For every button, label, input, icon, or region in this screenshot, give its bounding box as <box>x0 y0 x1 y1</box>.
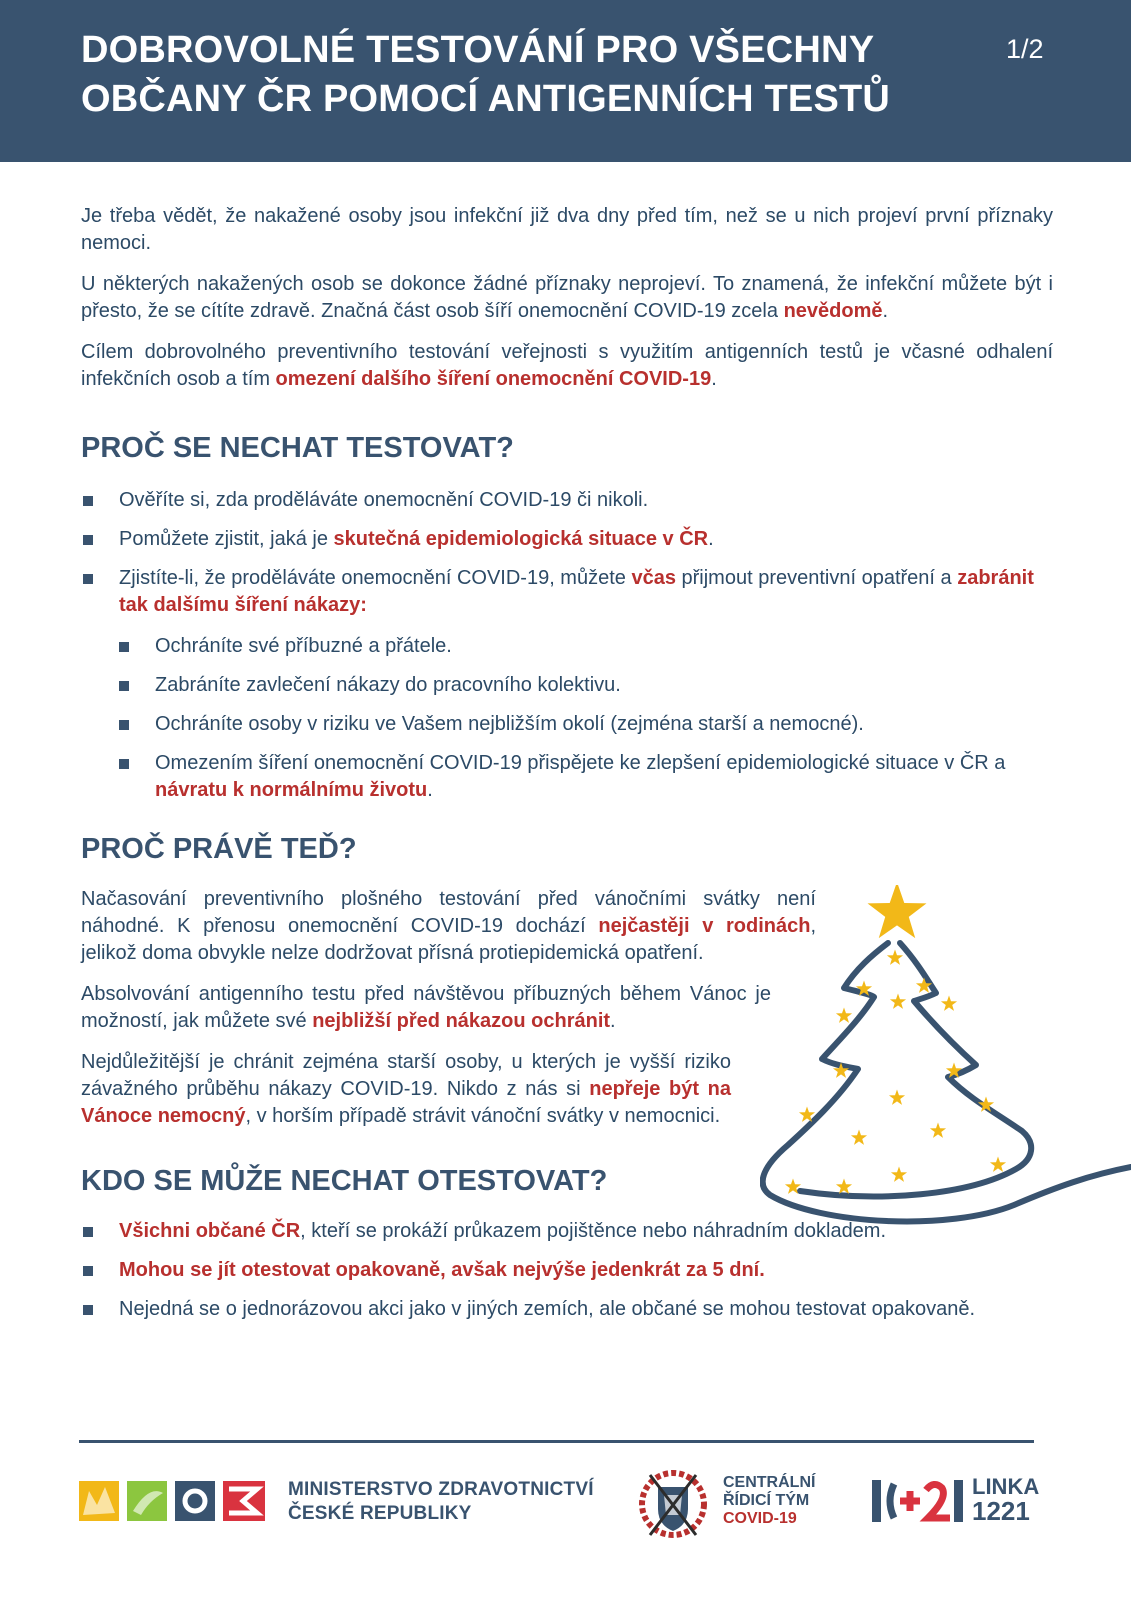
list-item: Ochráníte osoby v riziku ve Vašem nejbližším okolí (zejména starší a nemocné). <box>117 711 1053 738</box>
now-text-column <box>81 886 816 1130</box>
bullet-square-icon <box>83 1305 93 1315</box>
now-paragraph-2: Absolvování antigenního testu před návštěvou příbuzných během Vánoc je možností, jak můžete své nejbližší před nákazou ochránit. <box>81 983 771 1032</box>
bullet-square-icon <box>83 535 93 545</box>
star-icon <box>868 885 927 938</box>
star-icon <box>851 1130 867 1145</box>
page-title <box>81 26 941 124</box>
bullet-square-icon <box>83 1227 93 1237</box>
list-item: Všichni občané ČR, kteří se prokáží průkazem pojištěnce nebo náhradním dokladem. <box>81 1218 1053 1245</box>
list-item: Zabráníte zavlečení nákazy do pracovního kolektivu. <box>117 672 1053 699</box>
star-icon <box>941 996 957 1011</box>
star-icon <box>836 1179 852 1194</box>
bullet-square-icon <box>119 759 129 769</box>
list-item: Zjistíte-li, že proděláváte onemocnění COVID-19, můžete včas přijmout preventivní opatření a zabránit tak dalšímu šíření nákazy: Ochráníte své příbuzné a přátele. Zabráníte zavlečení nákazy do pracovního kolektivu. Ochráníte osoby v riziku ve Vašem nejbližším okolí (zejména starší a nemocné). Omezením šíření onemocnění COVID-19 přispějete ke zlepšení epidemiologické situace v ČR a návratu k normálnímu životu. <box>81 565 1053 804</box>
star-icon <box>836 1008 852 1023</box>
bullet-square-icon <box>119 642 129 652</box>
why-list <box>81 487 1053 804</box>
now-paragraph-3: Nejdůležitější je chránit zejména starší osoby, u kterých je vyšší riziko závažného průběhu nákazy COVID-19. Nikdo z nás si nepřeje být na Vánoce nemocný, v horším případě strávit vánoční svátky v nemocnici. <box>81 1051 731 1127</box>
section-heading-why: PROČ SE NECHAT TESTOVAT? <box>81 432 514 464</box>
title-line-1: DOBROVOLNÉ TESTOVÁNÍ PRO VŠECHNY <box>81 29 875 71</box>
star-icon <box>890 994 906 1009</box>
footer <box>0 1465 1131 1565</box>
star-icon <box>990 1157 1006 1172</box>
list-item: Omezením šíření onemocnění COVID-19 přispějete ke zlepšení epidemiologické situace v ČR a návratu k normálnímu životu. <box>117 750 1053 804</box>
footer-divider <box>79 1440 1034 1443</box>
list-item: Ověříte si, zda proděláváte onemocnění COVID-19 či nikoli. <box>81 487 1053 514</box>
ministry-name: MINISTERSTVO ZDRAVOTNICTVÍ ČESKÉ REPUBLIKY <box>288 1479 594 1524</box>
christmas-tree-illustration <box>760 885 1131 1245</box>
header-banner <box>0 0 1131 162</box>
bullet-square-icon <box>119 681 129 691</box>
page-number: 1/2 <box>1006 34 1044 64</box>
ministry-logo-icon <box>79 1481 269 1521</box>
title-line-2: OBČANY ČR POMOCÍ ANTIGENNÍCH TESTŮ <box>81 78 891 120</box>
intro-paragraph-1: Je třeba vědět, že nakažené osoby jsou infekční již dva dny před tím, než se u nich projeví první příznaky nemoci. <box>81 205 1053 254</box>
list-item: Pomůžete zjistit, jaká je skutečná epidemiologická situace v ČR. <box>81 526 1053 553</box>
star-icon <box>889 1090 905 1105</box>
hotline-logo-icon <box>870 1476 965 1526</box>
crisis-team-crest-icon <box>636 1465 710 1543</box>
bullet-square-icon <box>83 496 93 506</box>
star-icon <box>887 950 903 965</box>
bullet-square-icon <box>119 720 129 730</box>
list-item: Mohou se jít otestovat opakovaně, avšak nejvýše jedenkrát za 5 dní. <box>81 1257 1053 1284</box>
star-icon <box>930 1123 946 1138</box>
hotline-text: LINKA 1221 <box>972 1474 1040 1526</box>
section-heading-now: PROČ PRÁVĚ TEĎ? <box>81 833 357 865</box>
why-sub-list <box>117 633 1053 804</box>
crisis-team-name: CENTRÁLNÍ ŘÍDICÍ TÝM COVID-19 <box>723 1474 816 1527</box>
bullet-square-icon <box>83 574 93 584</box>
star-icon <box>891 1167 907 1182</box>
bullet-square-icon <box>83 1266 93 1276</box>
section-heading-who: KDO SE MŮŽE NECHAT OTESTOVAT? <box>81 1165 608 1197</box>
list-item: Ochráníte své příbuzné a přátele. <box>117 633 1053 660</box>
intro-paragraph-3: Cílem dobrovolného preventivního testování veřejnosti s využitím antigenních testů je včasné odhalení infekčních osob a tím omezení dalšího šíření onemocnění COVID-19. <box>81 341 1053 390</box>
intro-paragraph-2: U některých nakažených osob se dokonce žádné příznaky neprojeví. To znamená, že infekční můžete být i přesto, že se cítíte zdravě. Značná část osob šíří onemocnění COVID-19 zcela nevědomě. <box>81 273 1053 322</box>
list-item: Nejedná se o jednorázovou akci jako v jiných zemích, ale občané se mohou testovat opakovaně. <box>81 1296 1053 1323</box>
now-paragraph-1: Načasování preventivního plošného testování před vánočními svátky není náhodné. K přenosu onemocnění COVID-19 dochází nejčastěji v rodinách, jelikož doma obvykle nelze dodržovat přísná protiepidemická opatření. <box>81 888 816 964</box>
